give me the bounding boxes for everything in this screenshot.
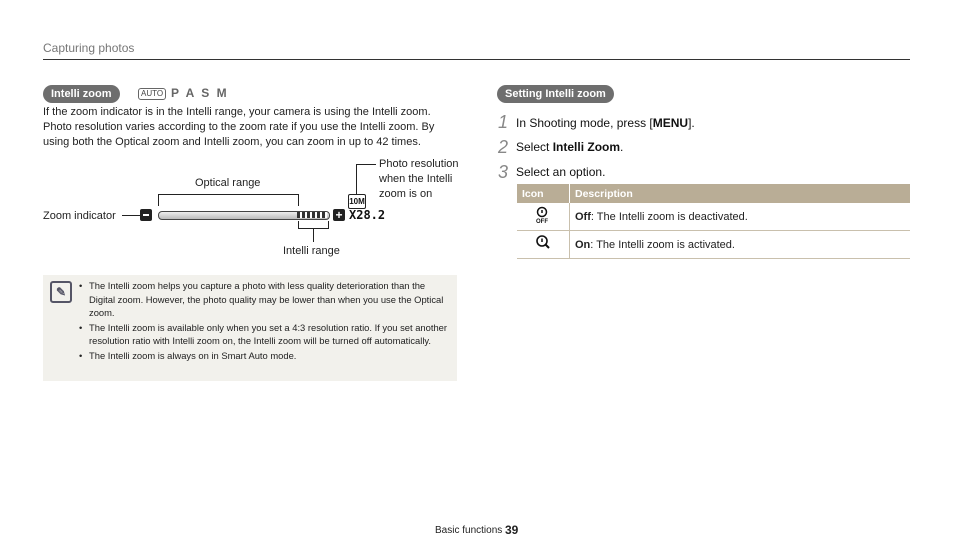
- page-number: 39: [505, 523, 519, 537]
- photo-res-leader-h: [356, 164, 376, 165]
- photo-resolution-label-2: when the Intelli: [379, 173, 453, 185]
- intelli-range-label: Intelli range: [283, 245, 340, 257]
- photo-resolution-icon: 10M: [348, 194, 366, 209]
- photo-resolution-label-1: Photo resolution: [379, 158, 459, 170]
- options-table: [517, 184, 910, 259]
- header-divider: [43, 59, 910, 60]
- optical-range-bracket-left: [158, 194, 159, 206]
- zoom-in-icon: +: [333, 209, 345, 221]
- intelli-range-segment: [297, 212, 327, 218]
- footer-section-label: Basic functions: [435, 525, 503, 536]
- step-1-text: In Shooting mode, press [MENU].: [516, 116, 695, 130]
- optical-range-bracket: [158, 194, 298, 195]
- step-number: 3: [498, 162, 509, 182]
- photo-resolution-label-3: zoom is on: [379, 188, 433, 200]
- intelli-range-bracket-right: [328, 221, 329, 229]
- note-item: • The Intelli zoom helps you capture a photo with less quality deterioration than the Digital zoom. However, the photo quality may be lower than when you use the Optical zoom.: [78, 279, 450, 320]
- option-off-description: Off: The Intelli zoom is deactivated.: [570, 203, 911, 231]
- note-item: • The Intelli zoom is available only when you set a 4:3 resolution ratio. If you set another resolution ratio with Intelli zoom on, the Intelli zoom will be turned off automatically.: [78, 321, 450, 348]
- zoom-out-icon: [140, 209, 152, 221]
- section-title: Capturing photos: [43, 41, 135, 55]
- setting-intelli-zoom-badge: Setting Intelli zoom: [497, 85, 614, 103]
- intelli-range-leader: [313, 228, 314, 242]
- step-3-text: Select an option.: [516, 165, 606, 179]
- step-2-text: Select Intelli Zoom.: [516, 140, 624, 154]
- auto-mode-icon: AUTO: [138, 88, 166, 100]
- note-list: [78, 279, 450, 363]
- intelli-zoom-badge: Intelli zoom: [43, 85, 120, 103]
- zoom-indicator-label: Zoom indicator: [43, 210, 116, 222]
- step-number: 2: [498, 137, 509, 157]
- intelli-zoom-on-icon: [517, 231, 570, 259]
- note-item: • The Intelli zoom is always on in Smart Auto mode.: [78, 349, 450, 363]
- option-on-description: On: The Intelli zoom is activated.: [570, 231, 911, 259]
- table-header-description: Description: [570, 184, 911, 203]
- photo-res-leader-v: [356, 164, 357, 194]
- intelli-range-bracket-left: [298, 221, 299, 229]
- shooting-modes: P A S M: [171, 86, 229, 100]
- zoom-ratio: X28.2: [349, 208, 386, 222]
- step-number: 1: [498, 112, 509, 132]
- zoom-indicator-leader: [122, 215, 140, 216]
- menu-key: MENU: [652, 116, 689, 130]
- svg-text:OFF: OFF: [536, 219, 548, 224]
- optical-range-label: Optical range: [195, 177, 261, 189]
- intelli-zoom-off-icon: [517, 203, 570, 231]
- table-header-icon: Icon: [517, 184, 570, 203]
- table-row: [517, 231, 910, 259]
- optical-range-bracket-right: [298, 194, 299, 206]
- intro-paragraph: If the zoom indicator is in the Intelli range, your camera is using the Intelli zoom. Photo resolution varies according to the zoom rate if you use the Intelli zoom. By using both the Optical zoom and Intelli zoom, you can zoom in up to 42 times.: [43, 106, 435, 148]
- table-row: [517, 203, 910, 231]
- note-pencil-icon: ✎: [50, 281, 72, 303]
